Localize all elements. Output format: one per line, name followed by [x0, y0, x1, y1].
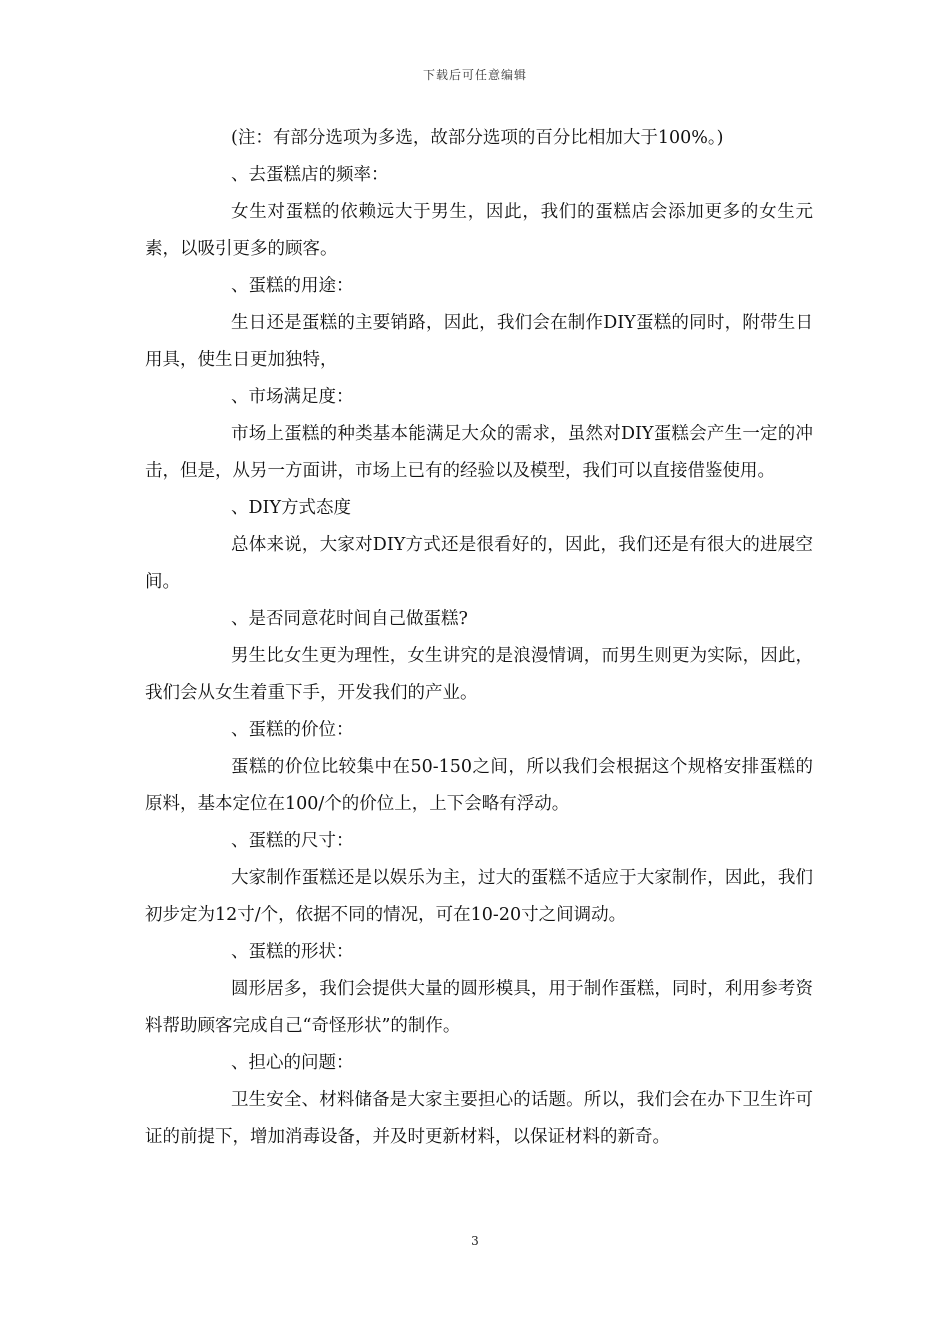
- document-body: [145, 120, 813, 1156]
- body-paragraph: 总体来说，大家对DIY方式还是很看好的，因此，我们还是有很大的进展空间。: [145, 535, 813, 592]
- section-heading: 、蛋糕的尺寸：: [231, 831, 354, 851]
- note-paragraph: (注：有部分选项为多选，故部分选项的百分比相加大于100%。): [231, 128, 724, 148]
- body-paragraph: 男生比女生更为理性，女生讲究的是浪漫情调，而男生则更为实际，因此，我们会从女生着重下手，开发我们的产业。: [145, 646, 813, 703]
- section-heading: 、是否同意花时间自己做蛋糕?: [231, 609, 468, 629]
- section-heading: 、蛋糕的用途：: [231, 276, 354, 296]
- section-heading: 、担心的问题：: [231, 1053, 354, 1073]
- body-paragraph: 生日还是蛋糕的主要销路，因此，我们会在制作DIY蛋糕的同时，附带生日用具，使生日更加独特，: [145, 313, 813, 370]
- body-paragraph: 圆形居多，我们会提供大量的圆形模具，用于制作蛋糕，同时，利用参考资料帮助顾客完成自己“奇怪形状”的制作。: [145, 979, 813, 1036]
- body-paragraph: 女生对蛋糕的依赖远大于男生，因此，我们的蛋糕店会添加更多的女生元素，以吸引更多的顾客。: [145, 202, 813, 259]
- section-heading: 、蛋糕的形状：: [231, 942, 354, 962]
- body-paragraph: 卫生安全、材料储备是大家主要担心的话题。所以，我们会在办下卫生许可证的前提下，增加消毒设备，并及时更新材料，以保证材料的新奇。: [145, 1090, 813, 1147]
- section-heading: 、去蛋糕店的频率：: [231, 165, 389, 185]
- page-number: 3: [471, 1234, 479, 1248]
- body-paragraph: 大家制作蛋糕还是以娱乐为主，过大的蛋糕不适应于大家制作，因此，我们初步定为12寸/个，依据不同的情况，可在10-20寸之间调动。: [145, 868, 813, 925]
- body-paragraph: 市场上蛋糕的种类基本能满足大众的需求，虽然对DIY蛋糕会产生一定的冲击，但是，从另一方面讲，市场上已有的经验以及模型，我们可以直接借鉴使用。: [145, 424, 813, 481]
- page-header: 下载后可任意编辑: [422, 68, 527, 82]
- section-heading: 、DIY方式态度: [231, 498, 351, 518]
- body-paragraph: 蛋糕的价位比较集中在50-150之间，所以我们会根据这个规格安排蛋糕的原料，基本定位在100/个的价位上，上下会略有浮动。: [145, 757, 813, 814]
- section-heading: 、市场满足度：: [231, 387, 354, 407]
- section-heading: 、蛋糕的价位：: [231, 720, 354, 740]
